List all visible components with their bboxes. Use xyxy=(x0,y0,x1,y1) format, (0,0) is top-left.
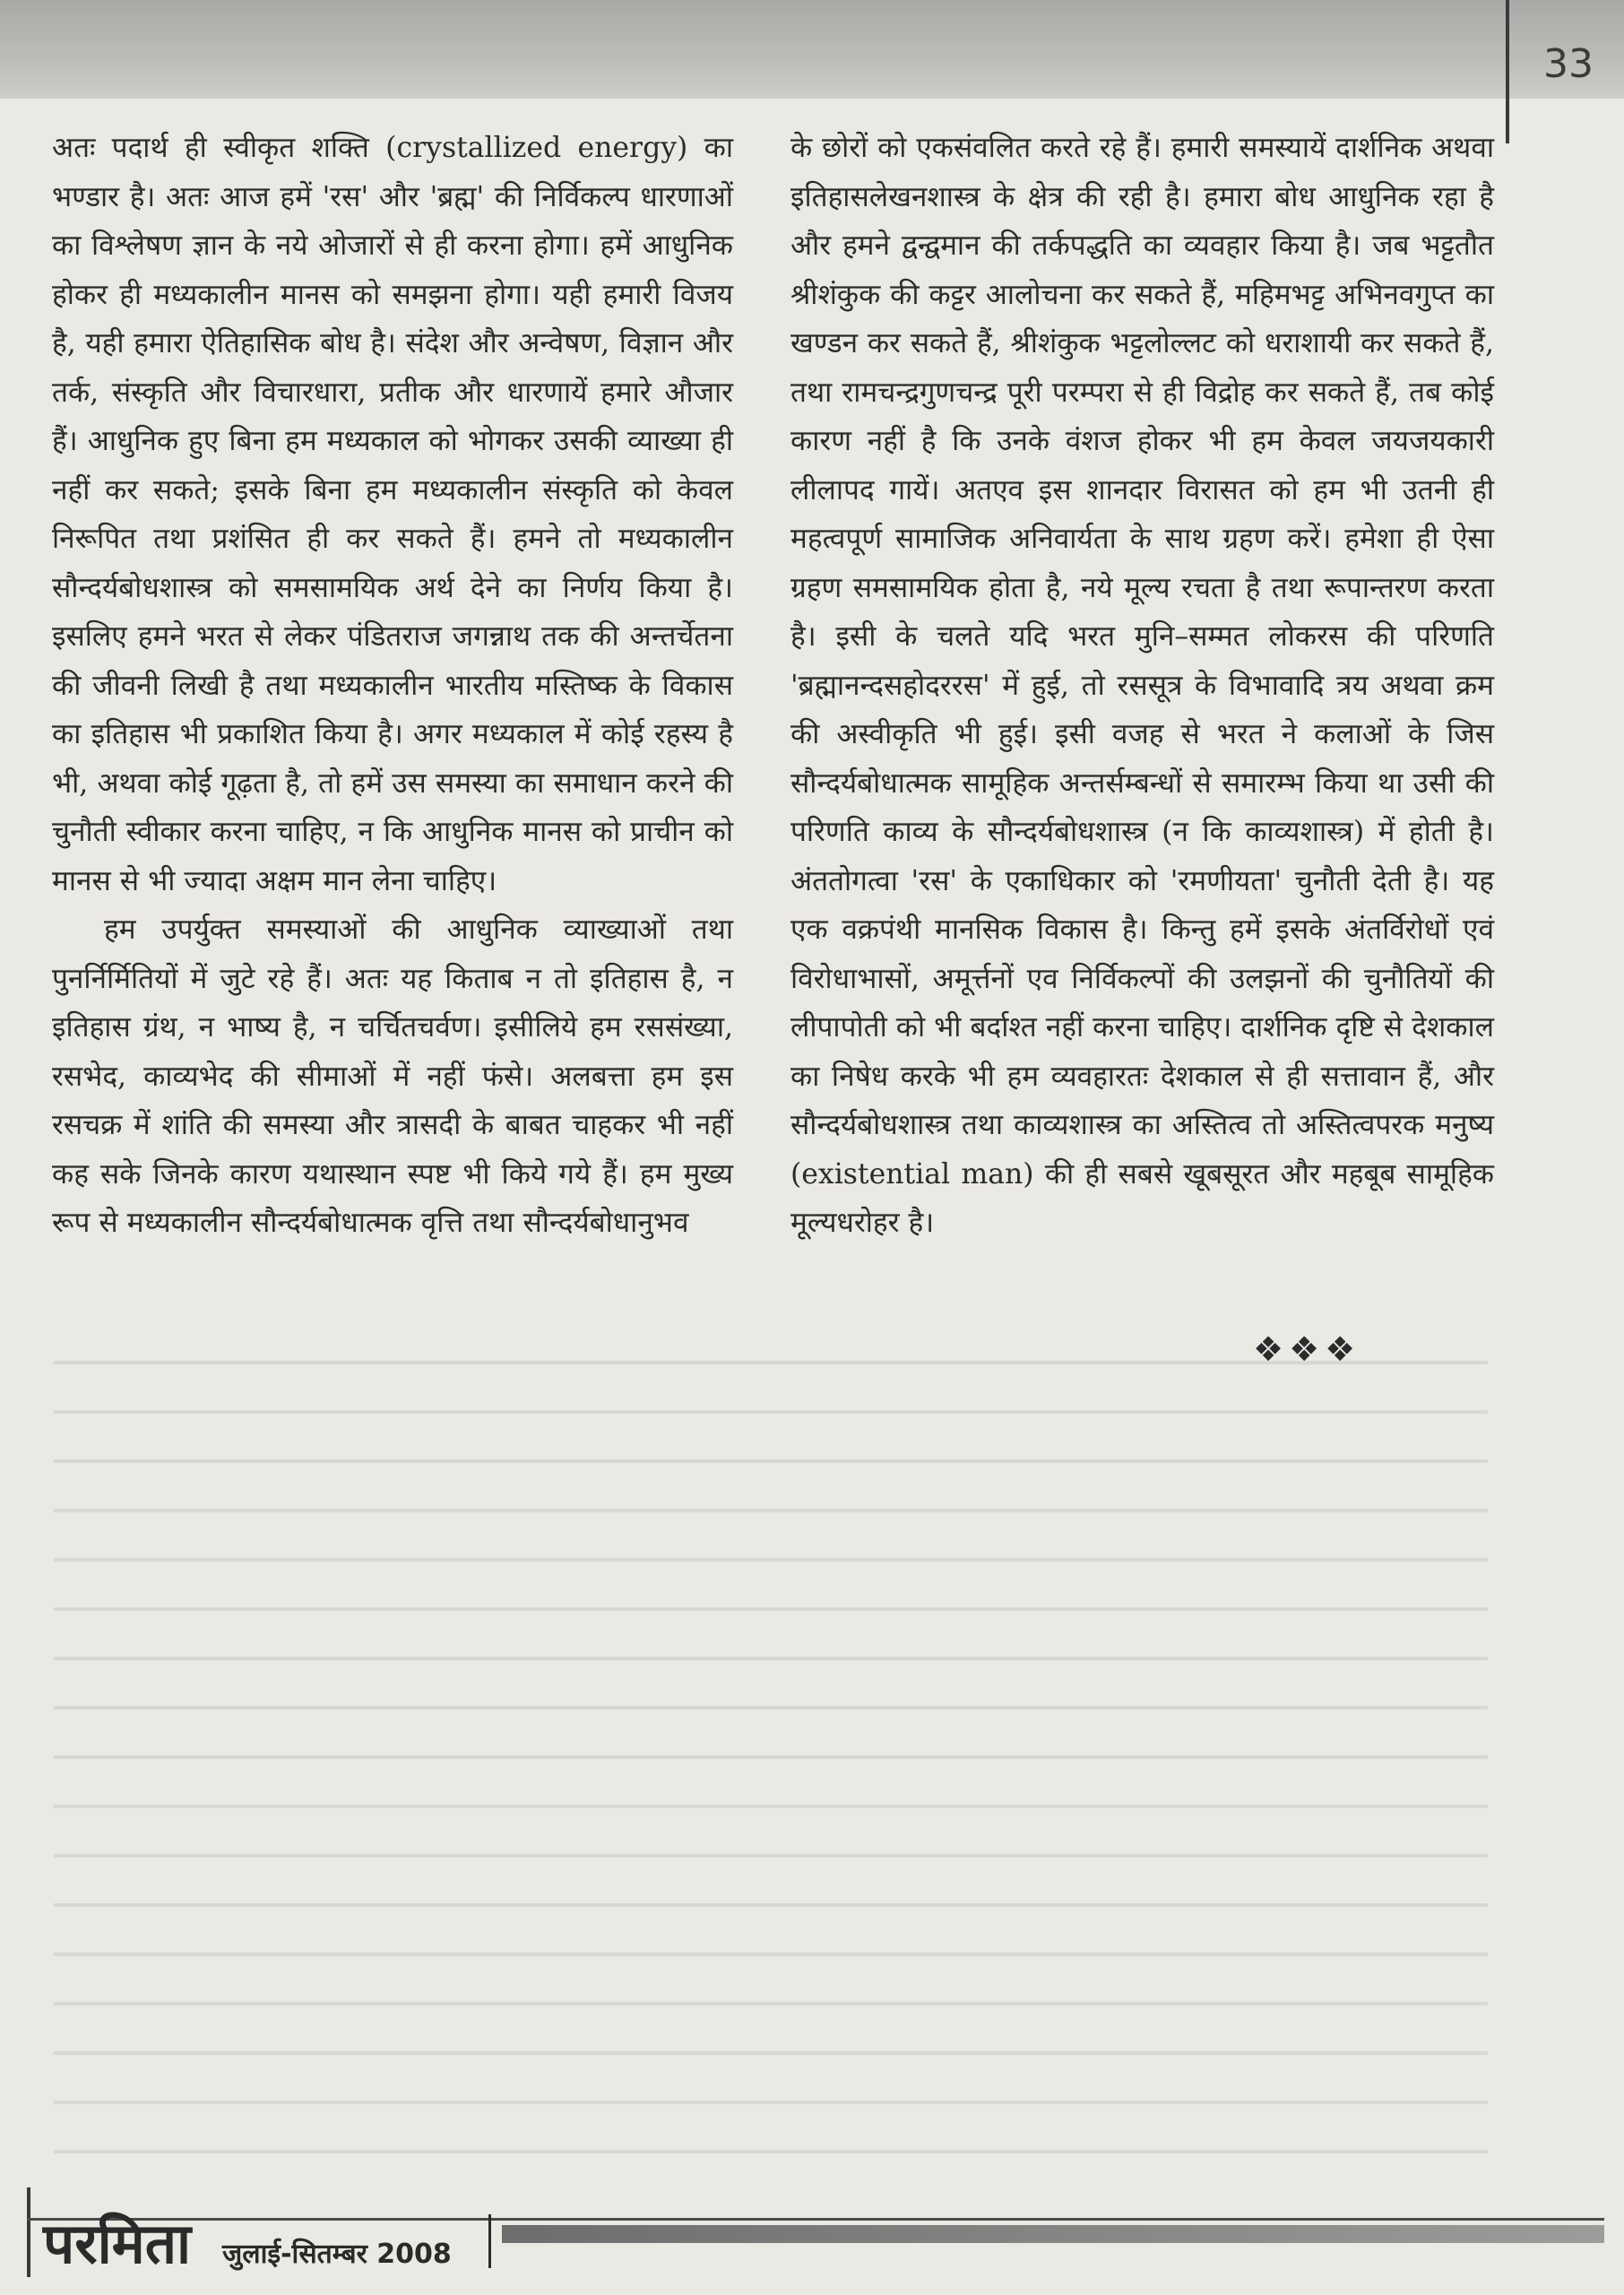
issue-date: जुलाई-सितम्बर 2008 xyxy=(222,2239,452,2270)
left-paragraph-1: अतः पदार्थ ही स्वीकृत शक्ति (crystallized energy) का भण्डार है। अतः आज हमें 'रस' और 'ब्रह्म' की निर्विकल्प धारणाओं का विश्लेषण ज्ञान के नये ओजारों से ही करना होगा। हमें आधुनिक होकर ही मध्यकालीन मानस को समझना होगा। यही हमारी विजय है, यही हमारा ऐतिहासिक बोध है। संदेश और अन्वेषण, विज्ञान और तर्क, संस्कृति और विचारधारा, प्रतीक और धारणायें हमारे औजार हैं। आधुनिक हुए बिना हम मध्यकाल को भोगकर उसकी व्याख्या ही नहीं कर सकते; इसके बिना हम मध्यकालीन संस्कृति को केवल निरूपित तथा प्रशंसित ही कर सकते हैं। हमने तो मध्यकालीन सौन्दर्यबोधशास्त्र को समसामयिक अर्थ देने का निर्णय किया है। इसलिए हमने भरत से लेकर पंडितराज जगन्नाथ तक की अन्तर्चेतना की जीवनी लिखी है तथा मध्यकालीन भारतीय मस्तिष्क के विकास का इतिहास भी प्रकाशित किया है। अगर मध्यकाल में कोई रहस्य है भी, अथवा कोई गूढ़ता है, तो हमें उस समस्या का समाधान करने की चुनौती स्वीकार करना चाहिए, न कि आधुनिक मानस को प्राचीन को मानस से भी ज्यादा अक्षम मान लेना चाहिए। xyxy=(52,132,733,897)
footer-line xyxy=(27,2218,1604,2221)
issue-rule xyxy=(488,2214,491,2268)
right-paragraph-1: के छोरों को एकसंवलित करते रहे हैं। हमारी समस्यायें दार्शनिक अथवा इतिहासलेखनशास्त्र के क्षेत्र की रही है। हमारा बोध आधुनिक रहा है और हमने द्वन्द्वमान की तर्कपद्धति का व्यवहार किया है। जब भट्टतौत श्रीशंकुक की कट्टर आलोचना कर सकते हैं, महिमभट्ट अभिनवगुप्त का खण्डन कर सकते हैं, श्रीशंकुक भट्टलोल्लट को धराशायी कर सकते हैं, तथा रामचन्द्रगुणचन्द्र पूरी परम्परा से ही विद्रोह कर सकते हैं, तब कोई कारण नहीं है कि उनके वंशज होकर भी हम केवल जयजयकारी लीलापद गायें। अतएव इस शानदार विरासत को हम भी उतनी ही महत्वपूर्ण सामाजिक अनिवार्यता के साथ ग्रहण करें। हमेशा ही ऐसा ग्रहण समसामयिक होता है, नये मूल्य रचता है तथा रूपान्तरण करता है। इसी के चलते यदि भरत मुनि–सम्मत लोकरस की परिणति 'ब्रह्मानन्दसहोदररस' में हुई, तो रससूत्र के विभावादि त्रय अथवा क्रम की अस्वीकृति भी हुई। इसी वजह से भरत ने कलाओं के जिस सौन्दर्यबोधात्मक सामूहिक अन्तर्सम्बन्धों से समारम्भ किया था उसी की परिणति काव्य के सौन्दर्यबोधशास्त्र (न कि काव्यशास्त्र) में होती है। अंततोगत्वा 'रस' के एकाधिकार को 'रमणीयता' चुनौती देती है। यह एक वक्रपंथी मानसिक विकास है। किन्तु हमें इसके अंतर्विरोधों एवं विरोधाभासों, अमूर्त्तनों एव निर्विकल्पों की उलझनों की चुनौतियों की लीपापोती को भी बर्दाश्त नहीं करना चाहिए। दार्शनिक दृष्टि से देशकाल का निषेध करके भी हम व्यवहारतः देशकाल से ही सत्तावान हैं, और सौन्दर्यबोधशास्त्र तथा काव्यशास्त्र का अस्तित्व तो अस्तित्वपरक मनुष्य (existential man) की ही सबसे खूबसूरत और महबूब सामूहिक मूल्यधरोहर है। xyxy=(790,132,1494,1239)
section-end-ornament: ❖❖❖ xyxy=(1253,1329,1361,1369)
footer-left-rule xyxy=(27,2187,30,2277)
header-band xyxy=(0,0,1624,99)
left-paragraph-2: हम उपर्युक्त समस्याओं की आधुनिक व्याख्याओं तथा पुनर्निर्मितियों में जुटे रहे हैं। अतः यह किताब न तो इतिहास है, न इतिहास ग्रंथ, न भाष्य है, न चर्चितचर्वण। इसीलिये हम रससंख्या, रसभेद, काव्यभेद की सीमाओं में नहीं फंसे। अलबत्ता हम इस रसचक्र में शांति की समस्या और त्रासदी के बाबत चाहकर भी नहीं कह सके जिनके कारण यथास्थान स्पष्ट भी किये गये हैं। हम मुख्य रूप से मध्यकालीन सौन्दर्यबोधात्मक वृत्ति तथा सौन्दर्यबोधानुभव xyxy=(52,914,733,1239)
magazine-name: परमिता xyxy=(43,2211,192,2276)
reverse-side-bleed-through xyxy=(54,1327,1488,2178)
left-column xyxy=(52,124,733,1248)
right-column xyxy=(790,124,1494,1248)
header-rule xyxy=(1506,0,1509,143)
page-number: 33 xyxy=(1543,41,1594,87)
footer-bar xyxy=(502,2225,1604,2243)
